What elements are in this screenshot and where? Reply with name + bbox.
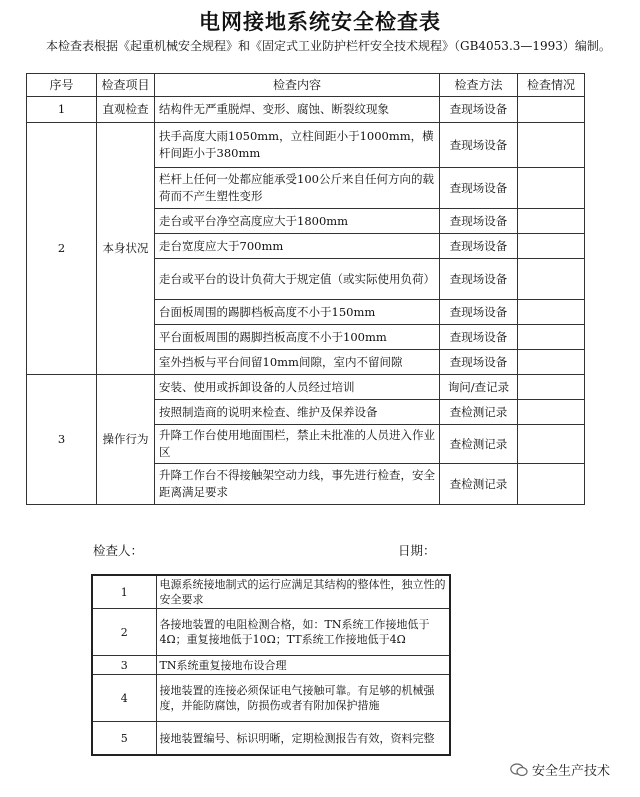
check-content: 走台或平台的设计负荷大于规定值（或实际使用负荷）	[155, 259, 440, 300]
check-status	[518, 123, 585, 168]
inspector-label: 检查人：	[93, 543, 144, 558]
check-method: 查现场设备	[440, 259, 518, 300]
check-status	[518, 375, 585, 400]
check-status	[518, 234, 585, 259]
column-header: 检查方法	[440, 74, 518, 97]
requirement-number: 2	[92, 609, 156, 656]
requirement-number: 4	[92, 675, 156, 722]
header-row	[27, 74, 585, 97]
check-status	[518, 259, 585, 300]
check-status	[518, 464, 585, 505]
check-content: 扶手高度大雨1050mm，立柱间距小于1000mm，横杆间距小于380mm	[155, 123, 440, 168]
check-method: 询问/查记录	[440, 375, 518, 400]
table-row	[27, 97, 585, 123]
check-status	[518, 425, 585, 464]
row-number: 2	[27, 123, 97, 375]
requirement-number: 3	[92, 656, 156, 675]
requirement-content: TN系统重复接地布设合理	[156, 656, 450, 675]
watermark	[510, 760, 610, 779]
watermark-text: 安全生产技术	[532, 764, 611, 779]
check-method: 查现场设备	[440, 168, 518, 209]
check-item: 操作行为	[97, 375, 155, 505]
requirement-content: 各接地装置的电阻检测合格，如：TN系统工作接地低于4Ω；重复接地低于10Ω；TT系统工作接地低于4Ω	[156, 609, 450, 656]
row-number: 3	[27, 375, 97, 505]
check-method: 查现场设备	[440, 325, 518, 350]
check-method: 查检测记录	[440, 425, 518, 464]
check-content: 安装、使用或拆卸设备的人员经过培训	[155, 375, 440, 400]
check-content: 结构件无严重脱焊、变形、腐蚀、断裂纹现象	[155, 97, 440, 123]
intro-text: 本检查表根据《起重机械安全规程》和《固定式工业防护栏杆安全技术规程》（GB4053.3—1993）编制。	[46, 39, 611, 53]
check-content: 平台面板周围的踢脚挡板高度不小于100mm	[155, 325, 440, 350]
requirement-content: 电源系统接地制式的运行应满足其结构的整体性，独立性的安全要求	[156, 575, 450, 609]
requirement-content: 接地装置编号、标识明晰，定期检测报告有效，资料完整	[156, 722, 450, 756]
requirement-row	[92, 722, 450, 756]
check-status	[518, 400, 585, 425]
inspection-table	[26, 73, 585, 505]
requirement-number: 5	[92, 722, 156, 756]
check-method: 查现场设备	[440, 97, 518, 123]
check-content: 室外挡板与平台间留10mm间隙，室内不留间隙	[155, 350, 440, 375]
column-header: 检查内容	[155, 74, 440, 97]
table-row	[27, 375, 585, 400]
check-status	[518, 97, 585, 123]
check-method: 查现场设备	[440, 300, 518, 325]
check-content: 台面板周围的踢脚档板高度不小于150mm	[155, 300, 440, 325]
check-content: 栏杆上任何一处都应能承受100公斤来自任何方向的载荷而不产生塑性变形	[155, 168, 440, 209]
check-status	[518, 300, 585, 325]
check-method: 查现场设备	[440, 350, 518, 375]
column-header: 检查项目	[97, 74, 155, 97]
check-content: 走台宽度应大于700mm	[155, 234, 440, 259]
requirement-content: 接地装置的连接必须保证电气接触可靠。有足够的机械强度，并能防腐蚀，防损伤或者有附加保护措施	[156, 675, 450, 722]
check-item: 本身状况	[97, 123, 155, 375]
check-item: 直观检查	[97, 97, 155, 123]
page-title: 电网接地系统安全检查表	[199, 10, 441, 34]
requirement-row	[92, 656, 450, 675]
wechat-icon	[510, 763, 528, 777]
check-content: 走台或平台净空高度应大于1800mm	[155, 209, 440, 234]
check-content: 升降工作台使用地面围栏，禁止未批准的人员进入作业区	[155, 425, 440, 464]
check-method: 查现场设备	[440, 209, 518, 234]
check-status	[518, 168, 585, 209]
row-number: 1	[27, 97, 97, 123]
requirement-number: 1	[92, 575, 156, 609]
date-label: 日期：	[398, 543, 436, 558]
grounding-requirements-table	[91, 574, 451, 756]
check-method: 查现场设备	[440, 234, 518, 259]
check-method: 查检测记录	[440, 400, 518, 425]
column-header: 序号	[27, 74, 97, 97]
check-status	[518, 350, 585, 375]
requirement-row	[92, 675, 450, 722]
check-status	[518, 325, 585, 350]
requirement-row	[92, 575, 450, 609]
column-header: 检查情况	[518, 74, 585, 97]
check-content: 按照制造商的说明来检查、维护及保养设备	[155, 400, 440, 425]
table-row	[27, 123, 585, 168]
check-method: 查现场设备	[440, 123, 518, 168]
check-content: 升降工作台不得接触架空动力线，事先进行检查，安全距离满足要求	[155, 464, 440, 505]
check-method: 查检测记录	[440, 464, 518, 505]
requirement-row	[92, 609, 450, 656]
check-status	[518, 209, 585, 234]
